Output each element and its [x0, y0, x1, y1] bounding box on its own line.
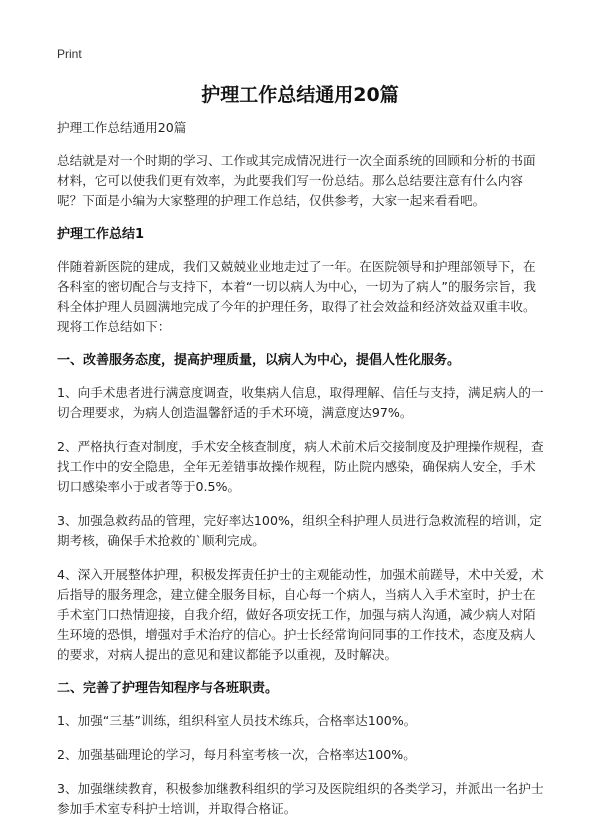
print-link[interactable]: Print — [57, 47, 82, 61]
section-1-intro-paragraph: 伴随着新医院的建成，我们又兢兢业业地走过了一年。在医院领导和护理部领导下，在各科室的密切配合与支持下，本着“一切以病人为中心，一切为了病人”的服务宗旨，我科全体护理人员圆满地完成了今年的护理任务，取得了社会效益和经济效益双重丰收。现将工作总结如下： — [57, 259, 537, 334]
document-title: 护理工作总结通用20篇 — [201, 84, 399, 106]
list-item: 1、加强“三基”训练，组织科室人员技术练兵，合格率达100%。 — [57, 713, 417, 728]
section-title-1: 护理工作总结1 — [57, 227, 145, 242]
list-item: 3、加强急救药品的管理，完好率达100%，组织全科护理人员进行急救流程的培训，定期考核，确保手术抢救的`顺利完成。 — [57, 513, 542, 548]
intro-paragraph: 总结就是对一个时期的学习、工作或其完成情况进行一次全面系统的回顾和分析的书面材料，它可以使我们更有效率，为此要我们写一份总结。那么总结要注意有什么内容呢？下面是小编为大家整理的护理工作总结，仅供参考，大家一起来看看吧。 — [57, 153, 536, 208]
heading-service-attitude: 一、改善服务态度，提高护理质量，以病人为中心，提倡人性化服务。 — [57, 353, 461, 368]
list-item: 1、向手术患者进行满意度调查，收集病人信息，取得理解、信任与支持，满足病人的一切合理要求，为病人创造温馨舒适的手术环境，满意度达97%。 — [57, 385, 544, 420]
list-item: 2、严格执行查对制度，手术安全核查制度，病人术前术后交接制度及护理操作规程，查找工作中的安全隐患，全年无差错事故操作规程，防止院内感染，确保病人安全，手术切口感染率小于或者等于0.5%。 — [57, 439, 544, 494]
heading-nursing-procedures: 二、完善了护理告知程序与各班职责。 — [57, 681, 279, 696]
document-body — [57, 118, 547, 833]
list-item: 3、加强继续教育，积极参加继教科组织的学习及医院组织的各类学习，并派出一名护士参加手术室专科护士培训，并取得合格证。 — [57, 781, 544, 816]
document-subtitle: 护理工作总结通用20篇 — [57, 120, 187, 135]
list-item: 2、加强基础理论的学习，每月科室考核一次，合格率达100%。 — [57, 747, 416, 762]
list-item: 4、深入开展整体护理，积极发挥责任护士的主观能动性，加强术前蹉导，术中关爱，术后指导的服务理念，建立健全服务目标，自心每一个病人，当病人入手术室时，护士在手术室门口热情迎接，自我介绍，做好各项安抚工作，加强与病人沟通，减少病人对陌生环境的恐惧，增强对手术治疗的信心。护士长经常询问同事的工作技术，态度及病人的要求，对病人提出的意见和建议都能予以重视，及时解决。 — [57, 567, 544, 662]
